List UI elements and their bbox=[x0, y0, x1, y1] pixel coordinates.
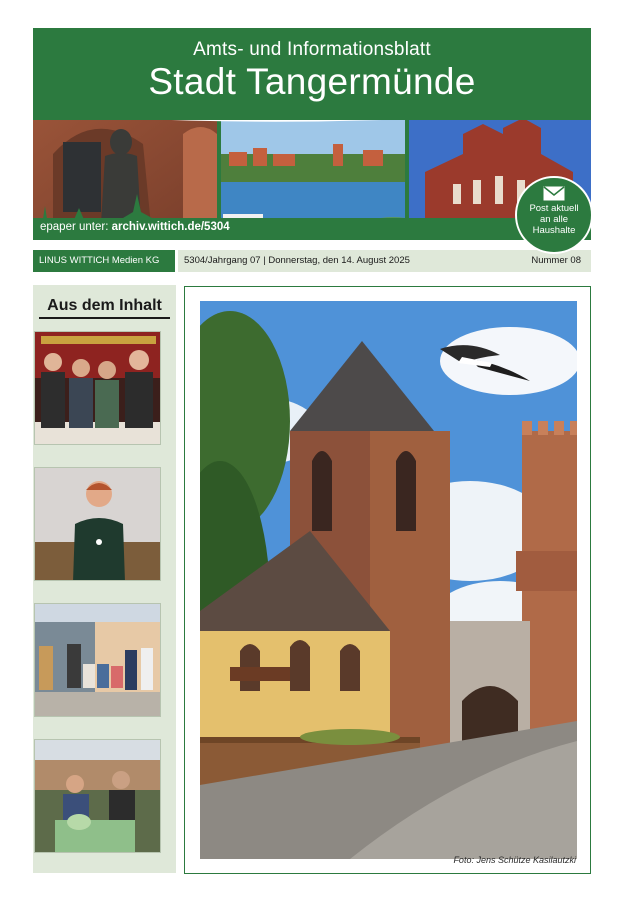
epaper-line bbox=[40, 221, 230, 233]
epaper-link[interactable]: archiv.wittich.de/5304 bbox=[111, 221, 230, 233]
issue-number: Nummer 08 bbox=[531, 255, 581, 266]
post-badge-line-2: an alle bbox=[540, 214, 568, 225]
sidebar-title-underline bbox=[39, 317, 170, 319]
contents-sidebar bbox=[33, 285, 176, 873]
post-badge bbox=[515, 176, 593, 254]
thumbnail-portrait-photo[interactable] bbox=[34, 467, 161, 581]
publisher-label: LINUS WITTICH Medien KG bbox=[33, 250, 175, 272]
masthead-title-band bbox=[33, 28, 591, 120]
masthead-kicker: Amts- und Informationsblatt bbox=[193, 39, 431, 60]
thumbnail-group-outdoor-photo[interactable] bbox=[34, 603, 161, 717]
edition-bar bbox=[178, 250, 591, 272]
edition-label: 5304/Jahrgang 07 | Donnerstag, den 14. August 2025 bbox=[184, 255, 410, 266]
feature-photo-frame bbox=[184, 286, 591, 874]
sidebar-title: Aus dem Inhalt bbox=[47, 297, 162, 314]
masthead-bottom-bar bbox=[33, 218, 591, 240]
tangermuende-gate-scene bbox=[200, 301, 577, 859]
epaper-prefix: epaper unter: bbox=[40, 221, 112, 233]
post-badge-line-1: Post aktuell bbox=[529, 203, 579, 214]
masthead-title: Stadt Tangermünde bbox=[148, 61, 476, 102]
envelope-icon bbox=[543, 186, 565, 201]
photo-credit: Foto: Jens Schütze Kasilautzki bbox=[453, 855, 576, 865]
post-badge-line-3: Haushalte bbox=[532, 225, 576, 236]
thumbnail-group-photo[interactable] bbox=[34, 331, 161, 445]
thumbnail-workers-photo[interactable] bbox=[34, 739, 161, 853]
masthead bbox=[33, 28, 591, 240]
feature-photo bbox=[200, 301, 577, 859]
info-bar bbox=[33, 250, 591, 272]
